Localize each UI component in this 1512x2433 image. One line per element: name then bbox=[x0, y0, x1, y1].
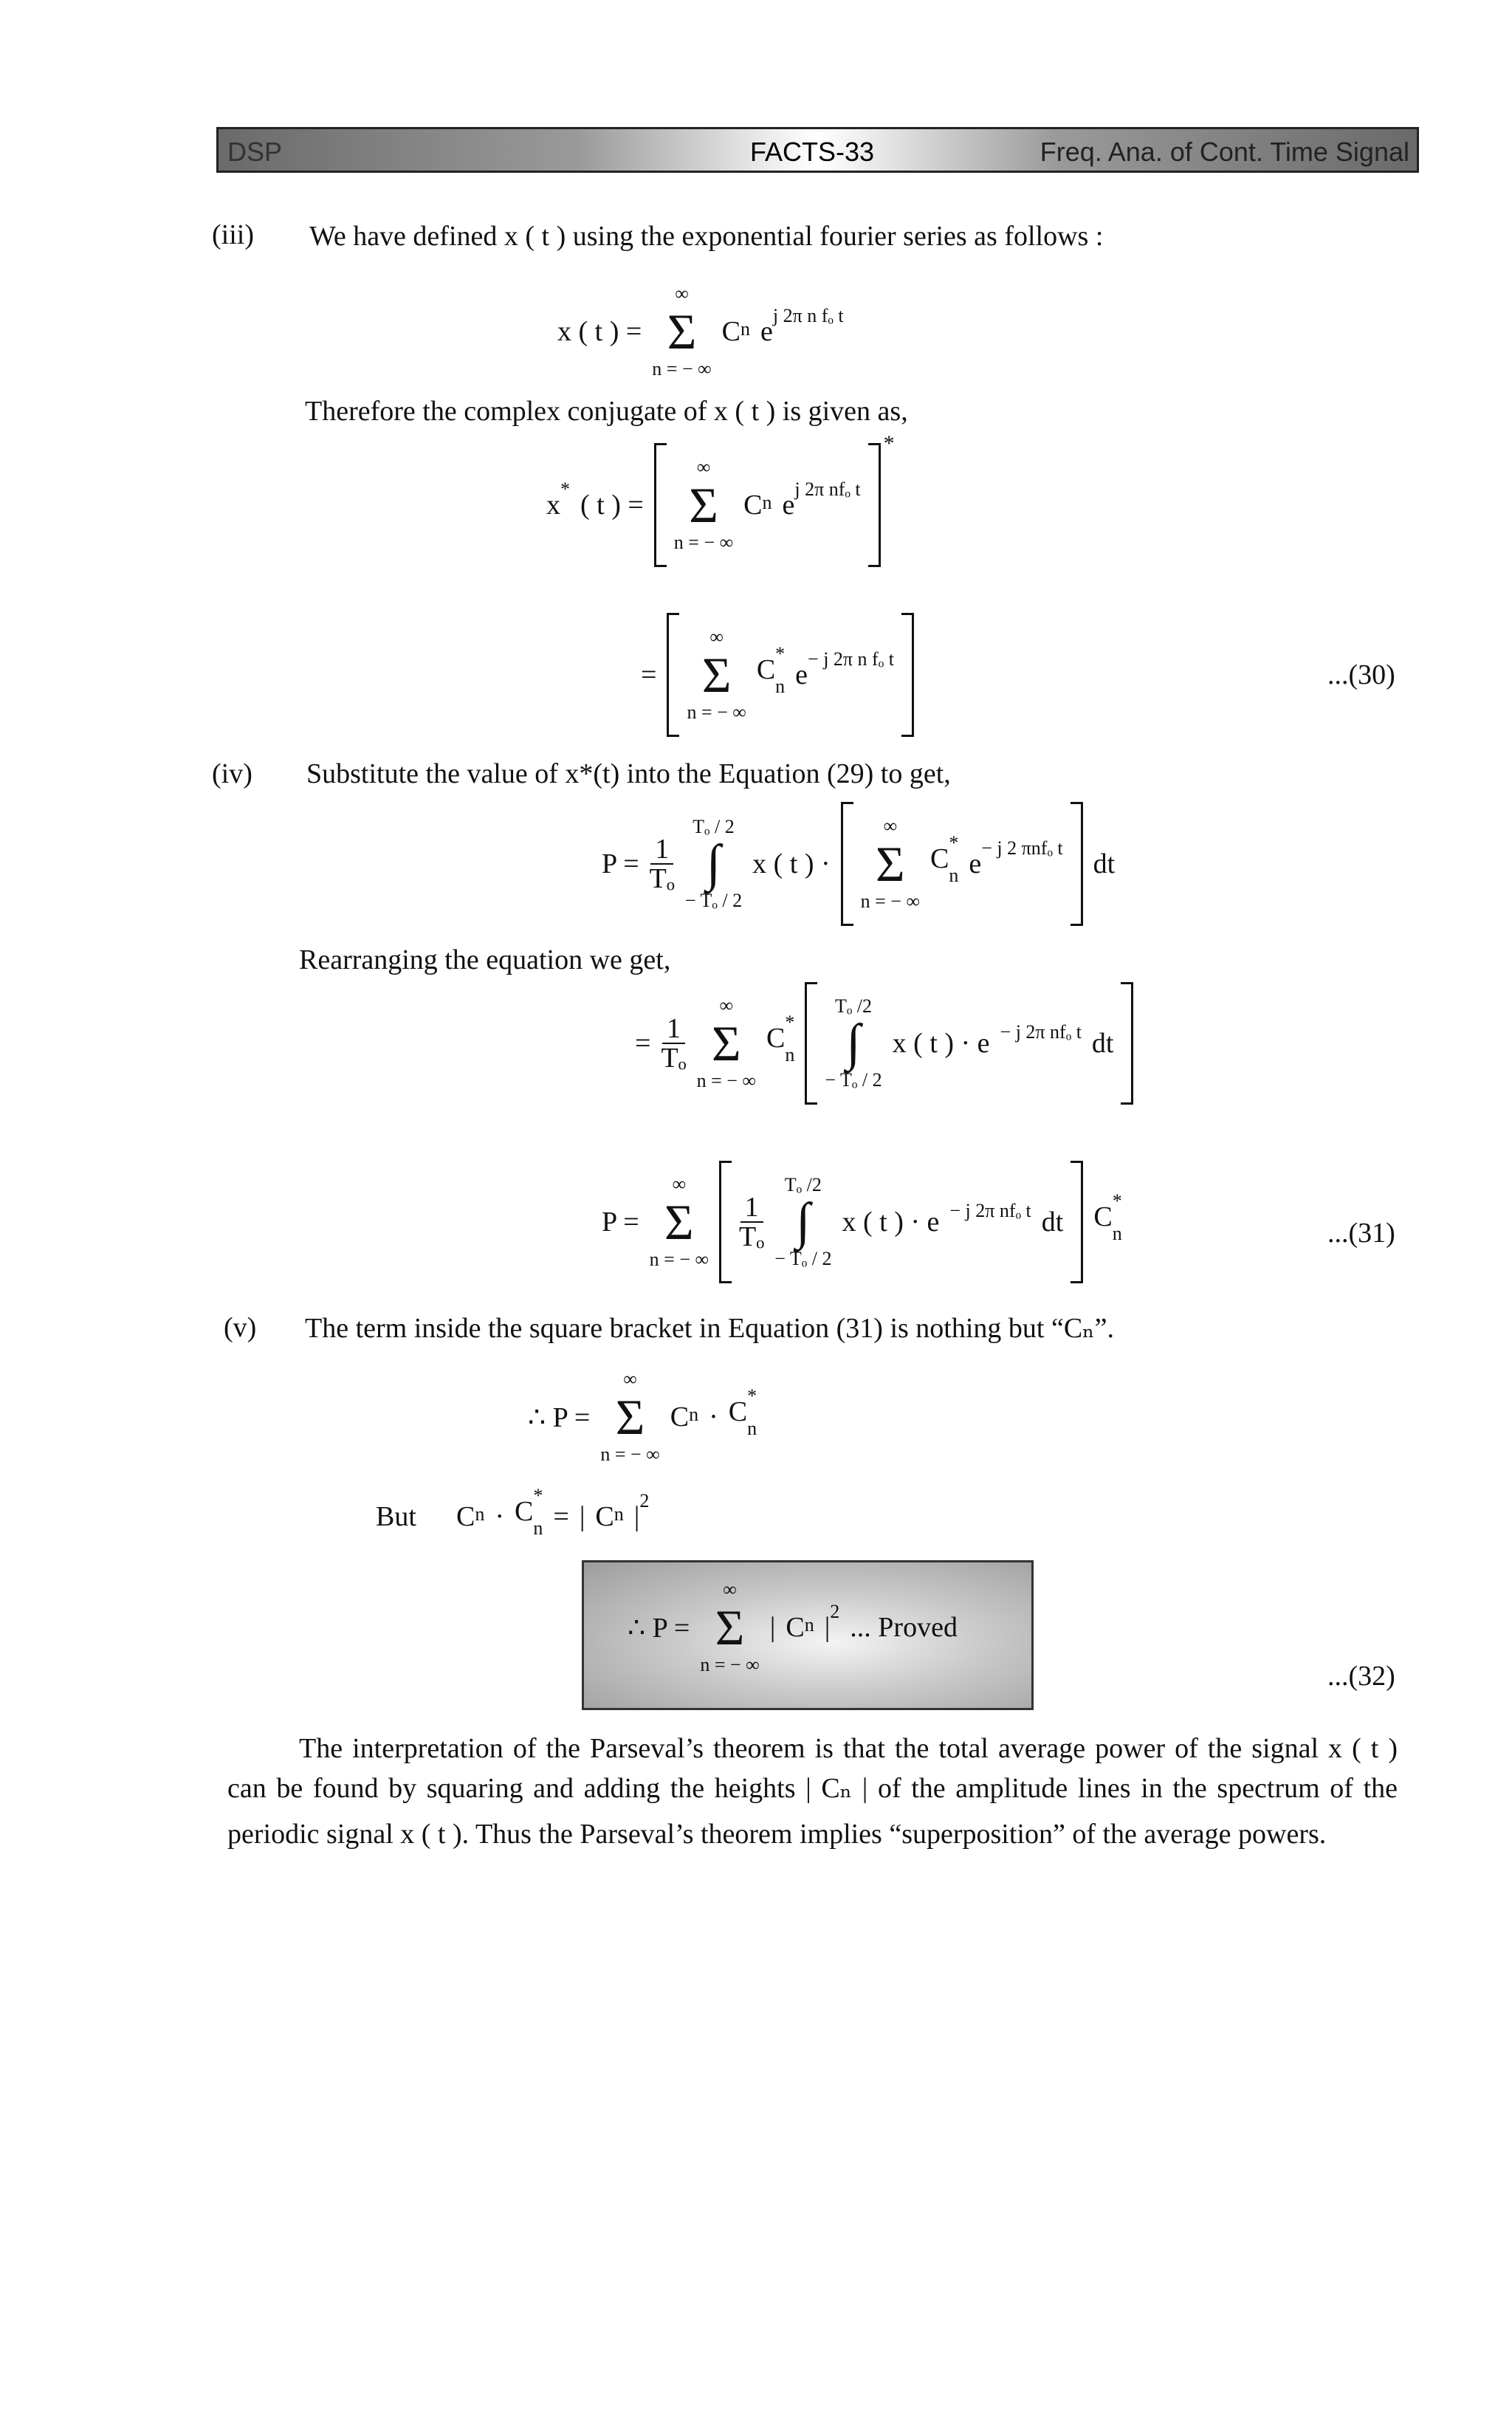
math-text: ∴ P = bbox=[528, 1401, 591, 1433]
lower-limit: − Tₒ / 2 bbox=[825, 1069, 882, 1091]
subscript: n bbox=[762, 492, 772, 513]
bracket-corner bbox=[1071, 1281, 1081, 1283]
equation-8 bbox=[456, 1485, 650, 1539]
bracket-corner bbox=[721, 1161, 732, 1163]
symbol bbox=[786, 1611, 814, 1644]
integral-symbol: ∫ bbox=[796, 1193, 811, 1250]
bracket-corner bbox=[868, 443, 879, 445]
header-chapter-title: Freq. Ana. of Cont. Time Signal bbox=[1040, 137, 1409, 167]
superscript: * bbox=[1112, 1190, 1122, 1212]
symbol bbox=[930, 832, 959, 886]
superscript: − j 2 πnfₒ t bbox=[981, 837, 1063, 859]
sigma-symbol: Σ bbox=[689, 477, 718, 533]
scripts bbox=[775, 643, 786, 697]
upper-limit: ∞ bbox=[709, 626, 724, 648]
sigma-symbol: Σ bbox=[712, 1015, 741, 1071]
math-text: P = bbox=[602, 848, 639, 879]
upper-limit: ∞ bbox=[623, 1368, 637, 1390]
lower-limit: − Tₒ / 2 bbox=[684, 890, 743, 911]
scripts bbox=[475, 1500, 484, 1524]
upper-limit: ∞ bbox=[672, 1173, 687, 1195]
symbol-base: C bbox=[670, 1401, 690, 1432]
item-label-iv: (iv) bbox=[212, 758, 252, 789]
scripts bbox=[805, 1611, 814, 1635]
sigma-symbol: Σ bbox=[615, 1389, 645, 1445]
math-text: dt bbox=[1041, 1207, 1064, 1238]
equation-tag-30: ...(30) bbox=[1327, 659, 1395, 690]
sigma-symbol: Σ bbox=[715, 1599, 745, 1655]
subscript: n bbox=[475, 1503, 485, 1525]
upper-limit: Tₒ / 2 bbox=[693, 816, 735, 837]
lower-limit: − Tₒ / 2 bbox=[774, 1248, 832, 1269]
lower-limit: n = − ∞ bbox=[696, 1070, 756, 1091]
square-bracket-group bbox=[841, 802, 1083, 926]
scripts bbox=[763, 489, 772, 512]
symbol-base: e bbox=[782, 490, 795, 521]
bracket-corner bbox=[721, 1281, 732, 1283]
square-bracket-group bbox=[654, 431, 895, 567]
subscript: n bbox=[689, 1404, 699, 1425]
symbol-base: e bbox=[760, 316, 773, 347]
lower-limit: n = − ∞ bbox=[652, 358, 712, 380]
superscript: j 2π n fₒ t bbox=[772, 305, 844, 326]
symbol bbox=[728, 1385, 757, 1439]
equation-4 bbox=[602, 802, 1115, 926]
item-text-iv: Substitute the value of x*(t) into the Equation (29) to get, bbox=[306, 758, 951, 789]
square-bracket-group bbox=[667, 613, 914, 737]
item-label-v: (v) bbox=[224, 1312, 257, 1343]
fraction bbox=[661, 1015, 686, 1072]
superscript: * bbox=[785, 1012, 795, 1033]
fraction bbox=[739, 1193, 764, 1251]
summation bbox=[600, 1370, 659, 1464]
paragraph-line-2: can be found by squaring and adding the heights | Cₙ | of the amplitude lines in the spectrum of the bbox=[227, 1773, 1398, 1804]
upper-limit: Tₒ /2 bbox=[784, 1174, 822, 1195]
math-text: ... Proved bbox=[850, 1612, 958, 1643]
upper-limit: Tₒ /2 bbox=[834, 995, 873, 1017]
superscript: − j 2π nfₒ t bbox=[949, 1200, 1031, 1221]
scripts bbox=[981, 837, 1063, 871]
lower-limit: n = − ∞ bbox=[649, 1249, 709, 1270]
subscript: n bbox=[614, 1503, 624, 1525]
symbol bbox=[722, 315, 750, 348]
symbol-base: | bbox=[633, 1501, 640, 1532]
fraction bbox=[650, 835, 675, 893]
lower-limit: n = − ∞ bbox=[687, 701, 746, 723]
subscript: n bbox=[1112, 1223, 1122, 1244]
bracket-corner bbox=[843, 924, 853, 926]
scripts bbox=[560, 478, 570, 512]
symbol bbox=[969, 837, 1063, 880]
header-page-number: FACTS-33 bbox=[750, 137, 875, 167]
bracket-corner bbox=[901, 735, 912, 737]
item-text-iii: We have defined x ( t ) using the exponential fourier series as follows : bbox=[309, 221, 1104, 252]
denominator: Tₒ bbox=[739, 1221, 765, 1252]
superscript: * bbox=[949, 832, 959, 854]
superscript: 2 bbox=[639, 1490, 650, 1511]
equation-32 bbox=[628, 1580, 958, 1675]
summation bbox=[700, 1580, 759, 1675]
scripts bbox=[639, 1490, 650, 1524]
bracket-corner bbox=[807, 982, 817, 984]
bracket-corner bbox=[1071, 1161, 1081, 1163]
scripts bbox=[785, 1012, 795, 1065]
equation-tag-32: ...(32) bbox=[1327, 1661, 1395, 1692]
symbol-base: C bbox=[766, 1023, 786, 1054]
symbol bbox=[795, 648, 894, 691]
conjugate-superscript: * bbox=[883, 431, 895, 456]
subscript: n bbox=[949, 865, 959, 886]
math-text: P = bbox=[602, 1207, 639, 1238]
upper-limit: ∞ bbox=[723, 1579, 737, 1600]
equation-7 bbox=[528, 1370, 757, 1464]
math-text: dt bbox=[1091, 1028, 1114, 1059]
math-text: dt bbox=[1093, 848, 1116, 879]
equation-30 bbox=[641, 613, 914, 737]
symbol bbox=[824, 1601, 840, 1644]
bracket-corner bbox=[868, 565, 879, 567]
symbol-base: C bbox=[595, 1501, 614, 1532]
math-text: | bbox=[579, 1501, 585, 1532]
scripts bbox=[949, 832, 959, 886]
superscript: * bbox=[560, 478, 570, 500]
subscript: n bbox=[775, 676, 786, 697]
paragraph-line-3: periodic signal x ( t ). Thus the Parseval’s theorem implies “superposition” of the average powers. bbox=[227, 1819, 1327, 1850]
superscript: j 2π nfₒ t bbox=[794, 478, 861, 500]
summation bbox=[697, 996, 756, 1091]
denominator: Tₒ bbox=[649, 863, 675, 894]
symbol bbox=[949, 1200, 1031, 1234]
superscript: * bbox=[775, 643, 786, 665]
symbol-base: e bbox=[795, 659, 808, 690]
numerator: 1 bbox=[740, 1193, 763, 1223]
square-bracket-group bbox=[805, 982, 1133, 1105]
scripts bbox=[689, 1401, 698, 1424]
bracket-corner bbox=[843, 802, 853, 804]
symbol bbox=[595, 1500, 623, 1533]
math-text: · bbox=[495, 1501, 505, 1532]
summation bbox=[674, 458, 733, 552]
integral bbox=[774, 1176, 831, 1269]
scripts bbox=[533, 1485, 543, 1539]
therefore-text: Therefore the complex conjugate of x ( t ) is given as, bbox=[305, 396, 908, 427]
bracket-corner bbox=[901, 613, 912, 615]
superscript: * bbox=[747, 1385, 757, 1407]
symbol bbox=[743, 489, 772, 521]
bracket-corner bbox=[1071, 802, 1081, 804]
equation-1 bbox=[557, 284, 844, 379]
symbol-base: | bbox=[824, 1612, 831, 1643]
numerator: 1 bbox=[662, 1015, 685, 1044]
page-header bbox=[216, 127, 1419, 173]
bracket-corner bbox=[656, 443, 667, 445]
symbol-base: C bbox=[515, 1496, 534, 1527]
lower-limit: n = − ∞ bbox=[860, 891, 921, 912]
superscript: * bbox=[533, 1485, 543, 1506]
lower-limit: n = − ∞ bbox=[700, 1654, 760, 1675]
math-text: = bbox=[641, 659, 657, 690]
subscript: n bbox=[740, 318, 751, 340]
symbol bbox=[760, 305, 844, 348]
symbol-base: C bbox=[930, 843, 949, 874]
symbol-base: C bbox=[456, 1501, 475, 1532]
but-label: But bbox=[376, 1501, 416, 1532]
symbol-base: C bbox=[786, 1612, 805, 1643]
subscript: n bbox=[533, 1517, 543, 1539]
integral-symbol: ∫ bbox=[706, 835, 721, 892]
symbol bbox=[766, 1012, 795, 1065]
symbol-base: C bbox=[721, 316, 741, 347]
scripts bbox=[1112, 1190, 1122, 1244]
math-text: ( t ) = bbox=[580, 490, 644, 521]
symbol bbox=[1093, 1190, 1122, 1244]
summation bbox=[687, 628, 746, 722]
upper-limit: ∞ bbox=[719, 995, 734, 1016]
sigma-symbol: Σ bbox=[876, 836, 905, 892]
symbol bbox=[756, 643, 786, 697]
sigma-symbol: Σ bbox=[664, 1194, 694, 1250]
symbol bbox=[456, 1500, 484, 1533]
equation-5 bbox=[635, 982, 1133, 1105]
bracket-corner bbox=[1071, 924, 1081, 926]
symbol bbox=[670, 1401, 698, 1433]
symbol bbox=[515, 1485, 543, 1539]
equation-tag-31: ...(31) bbox=[1327, 1218, 1395, 1249]
math-text: ∴ P = bbox=[628, 1612, 690, 1644]
bracket-corner bbox=[656, 565, 667, 567]
item-label-iii: (iii) bbox=[212, 219, 254, 250]
math-text: = bbox=[553, 1501, 569, 1532]
summation bbox=[861, 817, 920, 911]
symbol-base: C bbox=[728, 1396, 748, 1427]
symbol bbox=[546, 478, 570, 521]
bracket-corner bbox=[669, 735, 679, 737]
square-bracket-group bbox=[719, 1161, 1083, 1283]
superscript: − j 2π nfₒ t bbox=[1000, 1021, 1082, 1043]
symbol-base: x bbox=[546, 490, 560, 521]
math-text: = bbox=[635, 1028, 651, 1059]
subscript: n bbox=[785, 1044, 795, 1065]
symbol-base: C bbox=[1093, 1201, 1113, 1232]
equation-31 bbox=[602, 1161, 1122, 1283]
upper-limit: ∞ bbox=[883, 815, 898, 837]
symbol-base: C bbox=[756, 654, 776, 685]
math-text: x ( t ) · e bbox=[892, 1028, 990, 1059]
scripts bbox=[808, 648, 894, 682]
sigma-symbol: Σ bbox=[667, 303, 697, 360]
equation-2 bbox=[546, 431, 895, 567]
header-left: DSP bbox=[227, 137, 283, 167]
symbol bbox=[782, 478, 861, 521]
superscript: − j 2π n fₒ t bbox=[808, 648, 894, 670]
paragraph-line-1: The interpretation of the Parseval’s theorem is that the total average power of the signal x ( t ) bbox=[299, 1733, 1398, 1764]
subscript: n bbox=[747, 1418, 757, 1439]
summation bbox=[652, 284, 711, 379]
symbol-base: e bbox=[969, 848, 982, 879]
denominator: Tₒ bbox=[661, 1043, 687, 1074]
math-text: · bbox=[709, 1401, 718, 1432]
lower-limit: n = − ∞ bbox=[673, 532, 734, 553]
lower-limit: n = − ∞ bbox=[600, 1444, 660, 1465]
integral-symbol: ∫ bbox=[846, 1015, 861, 1071]
sigma-symbol: Σ bbox=[701, 647, 732, 703]
scripts bbox=[794, 478, 861, 512]
upper-limit: ∞ bbox=[696, 456, 711, 478]
superscript: 2 bbox=[830, 1601, 840, 1622]
bracket-corner bbox=[669, 613, 679, 615]
summation bbox=[650, 1175, 709, 1269]
subscript: n bbox=[804, 1614, 814, 1636]
item-text-v: The term inside the square bracket in Equation (31) is nothing but “Cₙ”. bbox=[305, 1313, 1114, 1344]
scripts bbox=[772, 305, 844, 339]
scripts bbox=[740, 315, 750, 339]
bracket-corner bbox=[1121, 982, 1131, 984]
rearranging-text: Rearranging the equation we get, bbox=[299, 944, 671, 975]
math-text: | bbox=[769, 1612, 776, 1643]
bracket-corner bbox=[1121, 1102, 1131, 1105]
symbol bbox=[633, 1490, 650, 1533]
symbol bbox=[1000, 1021, 1082, 1055]
scripts bbox=[949, 1200, 1031, 1234]
scripts bbox=[830, 1601, 840, 1635]
integral bbox=[825, 997, 882, 1090]
scripts bbox=[747, 1385, 757, 1439]
bracket-corner bbox=[807, 1102, 817, 1105]
upper-limit: ∞ bbox=[675, 283, 689, 304]
math-text: x ( t ) = bbox=[557, 316, 642, 347]
math-text: x ( t ) · bbox=[752, 848, 831, 879]
math-text: x ( t ) · e bbox=[842, 1207, 940, 1238]
symbol-base: C bbox=[743, 490, 763, 521]
integral bbox=[685, 817, 742, 910]
scripts bbox=[614, 1500, 624, 1524]
scripts bbox=[1000, 1021, 1082, 1055]
numerator: 1 bbox=[650, 835, 673, 865]
